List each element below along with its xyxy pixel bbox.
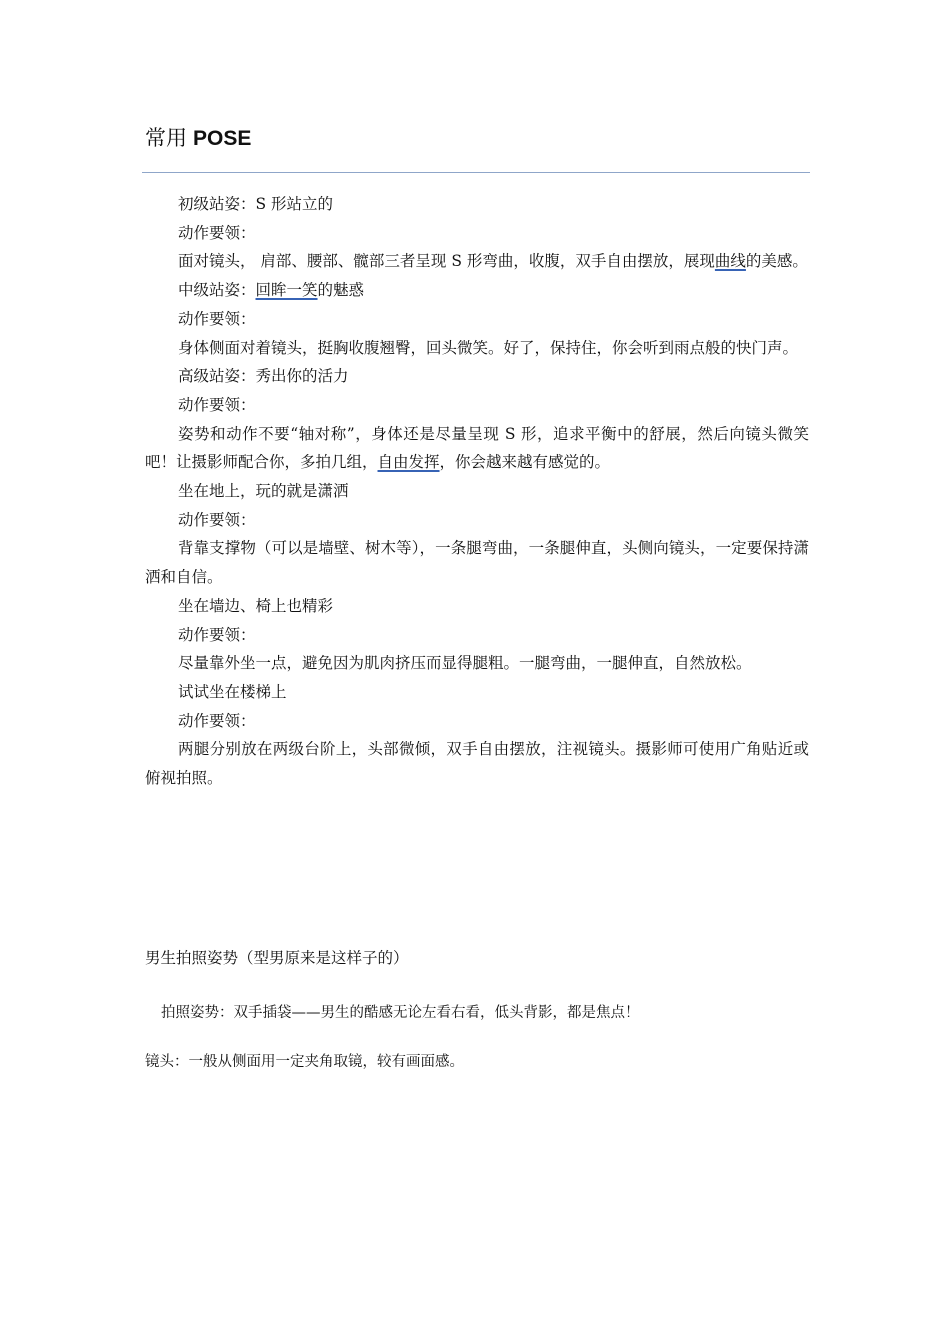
paragraph: 尽量靠外坐一点，避免因为肌肉挤压而显得腿粗。一腿弯曲，一腿伸直，自然放松。	[178, 654, 752, 673]
paragraph: 初级站姿：S 形站立的	[178, 195, 334, 213]
paragraph: 动作要领：	[178, 309, 256, 328]
body-text	[145, 190, 809, 793]
paragraph: 动作要领：	[178, 625, 256, 644]
paragraph: 身体侧面对着镜头，挺胸收腹翘臀，回头微笑。好了，保持住，你会听到雨点般的快门声。	[178, 338, 799, 357]
title-cjk: 常用	[145, 126, 187, 150]
paragraph: 高级站姿：秀出你的活力	[178, 367, 349, 386]
underlined-term: 曲线	[714, 252, 746, 271]
underlined-term: 回眸一笑	[255, 281, 318, 300]
paragraph: 动作要领：	[178, 223, 256, 242]
paragraph: 中级站姿：回眸一笑的魅惑	[178, 281, 365, 300]
paragraph: 试试坐在楼梯上	[178, 682, 287, 701]
paragraph: 背靠支撑物（可以是墙壁、树木等），一条腿弯曲，一条腿伸直，头侧向镜头，一定要保持潇洒和自信。	[145, 539, 809, 587]
paragraph: 姿势和动作不要“轴对称”，身体还是尽量呈现 S 形，追求平衡中的舒展，然后向镜头微笑吧！让摄影师配合你，多拍几组，自由发挥，你会越来越有感觉的。	[145, 424, 809, 472]
section-heading: 男生拍照姿势（型男原来是这样子的）	[145, 949, 409, 967]
section-line: 拍照姿势：双手插袋——男生的酷感无论左看右看，低头背影，都是焦点！	[161, 1005, 640, 1021]
section-male-poses	[145, 944, 809, 1076]
paragraph: 两腿分别放在两级台阶上，头部微倾，双手自由摆放，注视镜头。摄影师可使用广角贴近或俯视拍照。	[145, 740, 809, 788]
paragraph: 动作要领：	[178, 711, 256, 730]
paragraph: 动作要领：	[178, 510, 256, 529]
paragraph: 动作要领：	[178, 395, 256, 414]
title-divider	[142, 172, 810, 173]
underlined-term: 自由发挥	[377, 453, 440, 472]
paragraph: 坐在地上，玩的就是潇洒	[178, 482, 349, 501]
title-latin: POSE	[193, 127, 252, 150]
paragraph: 面对镜头， 肩部、腰部、髋部三者呈现 S 形弯曲，收腹，双手自由摆放，展现曲线的美感。	[178, 252, 808, 271]
section-line: 镜头：一般从侧面用一定夹角取镜，较有画面感。	[145, 1054, 464, 1070]
paragraph: 坐在墙边、椅上也精彩	[178, 596, 334, 615]
page-title	[145, 124, 251, 153]
